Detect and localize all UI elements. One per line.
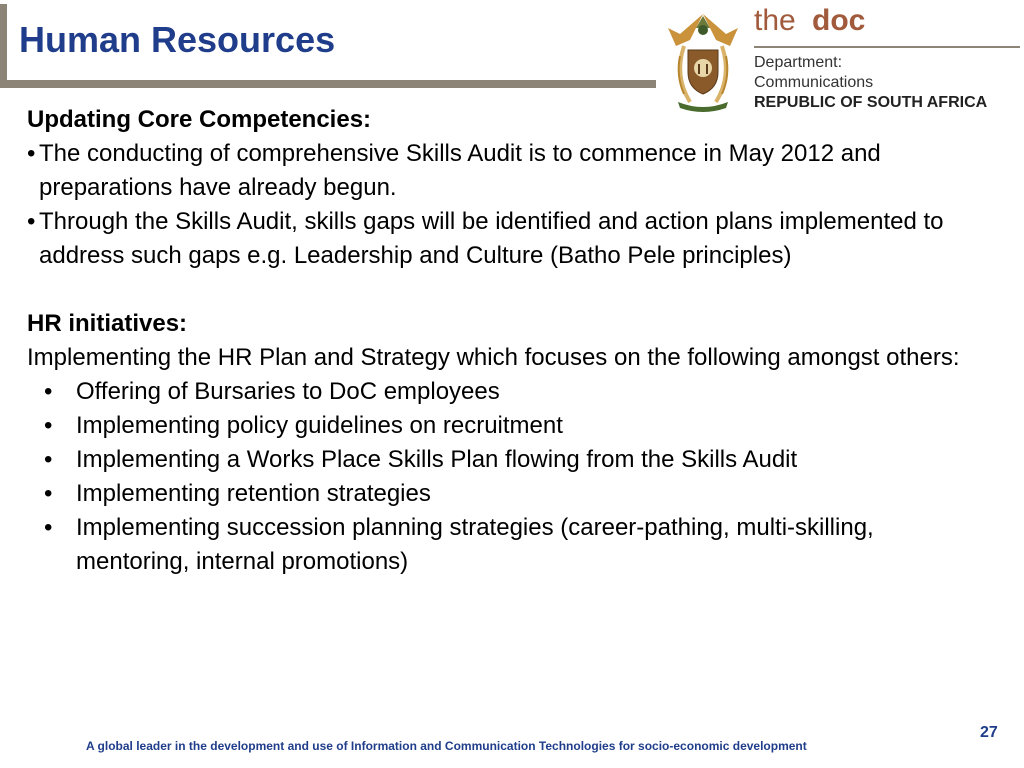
- list-item: [27, 409, 967, 443]
- list-item: [27, 511, 967, 579]
- slide-content: [27, 103, 967, 579]
- bullet-icon: •: [44, 446, 53, 473]
- list-item-text: Through the Skills Audit, skills gaps will be identified and action plans implemented to address such gaps e.g. Leadership and Culture (Batho Pele principles): [39, 208, 944, 269]
- country-name: REPUBLIC OF SOUTH AFRICA: [754, 94, 988, 111]
- brand-divider: [754, 46, 1020, 48]
- list-item: [27, 375, 967, 409]
- slide-title: Human Resources: [19, 19, 336, 60]
- list-item-text: Implementing succession planning strategies (career-pathing, multi-skilling, mentoring, internal promotions): [76, 514, 874, 575]
- list-item-text: Implementing a Works Place Skills Plan flowing from the Skills Audit: [76, 446, 798, 473]
- list-item-text: The conducting of comprehensive Skills Audit is to commence in May 2012 and preparations have already begun.: [39, 140, 881, 201]
- title-bar: [0, 0, 656, 88]
- list-item: [27, 443, 967, 477]
- doc-logo: [660, 0, 1024, 120]
- bullet-icon: •: [44, 378, 53, 405]
- coat-of-arms-icon: [660, 6, 746, 116]
- section-intro: Implementing the HR Plan and Strategy which focuses on the following amongst others:: [27, 344, 960, 371]
- list-item: [27, 137, 967, 205]
- bullet-icon: •: [44, 514, 53, 541]
- dept-name: Communications: [754, 74, 874, 91]
- bullet-icon: •: [27, 140, 36, 167]
- list-item-text: Implementing policy guidelines on recruitment: [76, 412, 563, 439]
- footer-tagline: A global leader in the development and use of Information and Communication Technologies for socio-economic development: [86, 739, 807, 753]
- list-item: [27, 477, 967, 511]
- bullet-icon: •: [27, 208, 36, 235]
- page-number: 27: [980, 724, 998, 741]
- brand-the: the: [754, 4, 796, 37]
- title-left-rule: [0, 4, 7, 84]
- list-item-text: Offering of Bursaries to DoC employees: [76, 378, 500, 405]
- list-item: [27, 205, 967, 273]
- section-spacer: [27, 273, 967, 307]
- section-heading-hr-initiatives: HR initiatives:: [27, 310, 188, 337]
- brand-doc: doc: [812, 4, 866, 37]
- list-item-text: Implementing retention strategies: [76, 480, 431, 507]
- section-heading-competencies: Updating Core Competencies:: [27, 106, 372, 133]
- bullet-icon: •: [44, 412, 53, 439]
- title-bottom-rule: [0, 80, 656, 88]
- dept-label: Department:: [754, 54, 843, 71]
- bullet-icon: •: [44, 480, 53, 507]
